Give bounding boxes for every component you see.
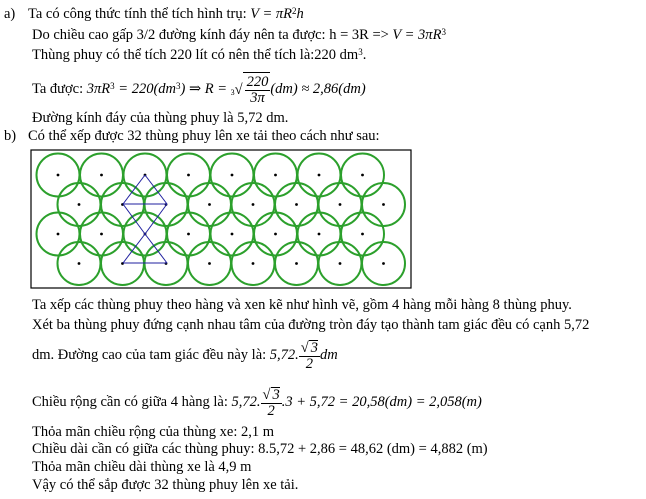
barrel-center-dot [187,174,190,177]
height-intro: dm. Đường cao của tam giác đều này là: [32,347,270,363]
result-intro: Ta được: [32,81,87,97]
barrel-center-dot [208,203,211,206]
barrel-center-dot [100,233,103,236]
fraction-denominator: 2 [305,355,314,372]
sqrt3-over-2: $\frac{√ 3}{2}$ [262,386,280,419]
radius-result: (dm) ≈ 2,86(dm) [270,81,366,97]
exponent: 3 [441,27,446,37]
triangle-edge [145,234,167,263]
triangle-edge [123,234,145,263]
root-numerator: 220 [246,74,269,91]
barrel-circles [37,154,406,286]
triangle-description: Xét ba thùng phuy đứng cạnh nhau tâm của đường tròn đáy tạo thành tam giác đều có cạnh 5,72 [32,317,590,333]
barrel-center-dot [231,233,234,236]
barrel-center-dot [318,174,321,177]
conclusion: Vậy có thể sắp được 32 thùng phuy lên xe tải. [32,477,299,493]
exponent: 3 [358,47,363,57]
barrel-center-dot [295,203,298,206]
part-a-line-5 [32,110,288,127]
sqrt3-over-2: $\frac{√ 3}{2}$ [300,339,318,372]
width-result: .3 + 5,72 = 20,58(dm) = 2,058(m) [281,394,482,410]
triangle-edge [123,204,145,234]
barrel-center-dot [57,174,60,177]
fraction-denominator: 2 [267,402,275,419]
triangle-edge [145,204,167,234]
cube-root: √ $\frac{220}{3\pi}$ [235,72,271,107]
width-formula-a: 5,72. [231,394,261,410]
part-b-marker: b) [4,128,17,144]
implies-r: ) ⇒ R = [180,81,231,97]
diameter-result: Đường kính đáy của thùng phuy là 5,72 dm. [32,110,289,126]
barrel-center-dot [78,262,81,265]
barrel-center-dot [274,233,277,236]
part-b-line-5 [32,382,482,422]
barrel-center-dot [100,174,103,177]
volume-formula-text: Ta có công thức tính thể tích hình trụ: [28,6,251,22]
volume-formula-tail: h [296,6,304,22]
sqrt-radicand: 3 [310,339,318,356]
period: . [362,47,367,63]
sqrt-radicand: 3 [272,386,280,403]
barrel-center-dot [361,233,364,236]
barrel-center-dot [252,262,255,265]
equation-lhs: 3πR [86,81,111,97]
barrel-center-dot [187,233,190,236]
barrel-center-dot [382,262,385,265]
barrel-center-dot [57,233,60,236]
part-a-line-3 [32,47,366,64]
part-b-line-2 [32,297,572,314]
barrel-center-dot [318,233,321,236]
barrel-center-dot [339,203,342,206]
part-b-line-8 [32,459,251,476]
arrangement-description: Ta xếp các thùng phuy theo hàng và xen kẽ như hình vẽ, gồm 4 hàng mỗi hàng 8 thùng phuy. [32,297,572,313]
triangle-edge [145,175,167,204]
exponent: 2 [292,6,297,16]
barrel-center-dot [295,262,298,265]
barrel-center-dot [361,174,364,177]
part-b-line-6 [32,424,274,441]
part-b-line-4 [32,335,338,375]
barrel-center-dot [339,262,342,265]
barrel-arrangement-figure [30,149,412,289]
width-intro: Chiều rộng cần có giữa 4 hàng là: [32,394,232,410]
truck-bed-frame [31,150,411,288]
arrangement-intro: Có thể xếp được 32 thùng phuy lên xe tải theo cách như sau: [28,128,380,144]
barrel-center-dot [208,262,211,265]
triangle-edge [123,175,145,204]
part-a-marker: a) [4,6,16,22]
barrel-center-dot [382,203,385,206]
length-check: Thỏa mãn chiều dài thùng xe là 4,9 m [32,459,252,475]
barrel-center-dot [231,174,234,177]
equation-rhs: = 220(dm [114,81,176,97]
length-result: Chiều dài cần có giữa các thùng phuy: 8.5,72 + 2,86 = 48,62 (dm) = 4,882 (m) [32,441,488,457]
root-index: 3 [230,88,235,97]
part-b-line-7 [32,441,488,458]
width-check: Thỏa mãn chiều rộng của thùng xe: 2,1 m [32,424,275,440]
barrel-center-dot [252,203,255,206]
height-unit: dm [320,347,338,363]
volume-value-text: Thùng phuy có thể tích 220 lít có nên thể tích là:220 dm [32,47,359,63]
volume-formula: V = πR [250,6,293,22]
part-b-line-3 [32,317,589,334]
barrel-center-dot [274,174,277,177]
barrel-center-dot [78,203,81,206]
height-relation-text: Do chiều cao gấp 3/2 đường kính đáy nên ta được: h = 3R => [32,27,393,43]
exponent: 3 [110,81,115,91]
exponent: 3 [176,81,181,91]
part-a-line-2 [32,27,446,44]
volume-in-r: V = 3πR [392,27,442,43]
height-formula-a: 5,72. [269,347,299,363]
part-a-line-4 [32,72,366,107]
root-denominator: 3π [250,90,265,107]
part-b-line-9 [32,477,298,494]
